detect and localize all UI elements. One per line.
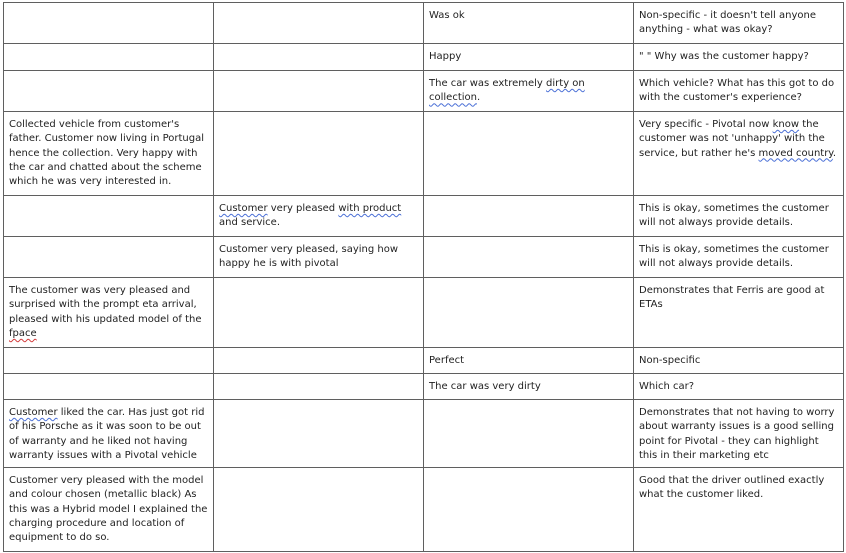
cell-generic-comment[interactable] [424,400,634,468]
cell-text-flagged: moved country [758,147,833,159]
table-row [4,348,844,374]
cell-driver-comment[interactable] [4,44,214,71]
cell-text: Very specific - Pivotal now [639,119,773,130]
cell-text: . [832,147,836,159]
cell-specific-comment[interactable]: Customer very pleased, saying how happy he is with pivotal [214,237,424,278]
cell-driver-comment[interactable] [4,71,214,112]
cell-specific-comment[interactable] [214,348,424,374]
table-row [4,468,844,552]
cell-specific-comment[interactable] [214,468,424,552]
table-row [4,278,844,348]
cell-assessment[interactable]: Non-specific - it doesn't tell anyone anything - what was okay? [634,3,844,44]
table-row [4,3,844,44]
cell-generic-comment[interactable]: Happy [424,44,634,71]
cell-assessment[interactable]: Non-specific [634,348,844,374]
cell-driver-comment[interactable] [4,400,214,468]
cell-text: . [476,92,481,104]
cell-driver-comment[interactable]: Customer very pleased with the model and colour chosen (metallic black) As this was a Hybrid model I explained the charging procedure and location of equipment to do so. [4,468,214,552]
cell-assessment[interactable]: This is okay, sometimes the customer will not always provide details. [634,196,844,237]
cell-text: very pleased [267,203,339,214]
cell-text-flagged: dirty on collection [429,78,585,104]
cell-driver-comment[interactable]: Collected vehicle from customer's father. Customer now living in Portugal hence the collection. Very happy with the car and chatted about the scheme which he was very interested in. [4,112,214,196]
cell-text: The customer was very pleased and surprised with the prompt eta arrival, pleased with his updated model of the [9,285,202,325]
cell-text: the customer was not 'unhappy' with the service, but rather he's [639,119,825,159]
cell-assessment[interactable]: Demonstrates that not having to worry about warranty issues is a good selling point for Pivotal - they can highlight this in their marketing etc [634,400,844,468]
cell-assessment[interactable]: Which car? [634,374,844,400]
cell-generic-comment[interactable] [424,468,634,552]
cell-text: The car was extremely [429,78,547,89]
cell-text: and service. [219,217,280,229]
table-row [4,112,844,196]
cell-text: liked the car. Has just got rid of his Porsche as it was soon to be out of warranty and he liked not having warranty issues with a Pivotal vehicle [9,407,205,461]
cell-text-flagged: with product [338,203,402,214]
cell-generic-comment[interactable] [424,237,634,278]
cell-driver-comment[interactable] [4,237,214,278]
cell-generic-comment[interactable] [424,112,634,196]
cell-generic-comment[interactable]: Perfect [424,348,634,374]
cell-assessment[interactable]: This is okay, sometimes the customer will not always provide details. [634,237,844,278]
table-row [4,44,844,71]
cell-specific-comment[interactable] [214,71,424,112]
cell-generic-comment[interactable] [424,278,634,348]
cell-text-flagged: Customer [9,407,58,418]
table-row [4,71,844,112]
table-row [4,196,844,237]
cell-driver-comment[interactable] [4,3,214,44]
cell-generic-comment[interactable] [424,196,634,237]
cell-text-flagged: know [772,119,800,130]
cell-specific-comment[interactable] [214,400,424,468]
cell-generic-comment[interactable] [424,71,634,112]
cell-specific-comment[interactable] [214,374,424,400]
cell-driver-comment[interactable] [4,348,214,374]
cell-specific-comment[interactable] [214,44,424,71]
cell-text-flagged: Customer [219,203,268,214]
cell-generic-comment[interactable]: Was ok [424,3,634,44]
cell-assessment[interactable]: Which vehicle? What has this got to do with the customer's experience? [634,71,844,112]
cell-driver-comment[interactable] [4,374,214,400]
cell-text-flagged: fpace [9,327,37,339]
cell-specific-comment[interactable] [214,112,424,196]
cell-driver-comment[interactable] [4,278,214,348]
cell-assessment[interactable]: Demonstrates that Ferris are good at ETAs [634,278,844,348]
cell-specific-comment[interactable] [214,3,424,44]
cell-specific-comment[interactable] [214,278,424,348]
cell-assessment[interactable]: " " Why was the customer happy? [634,44,844,71]
cell-generic-comment[interactable]: The car was very dirty [424,374,634,400]
cell-specific-comment[interactable] [214,196,424,237]
cell-assessment[interactable]: Good that the driver outlined exactly what the customer liked. [634,468,844,552]
table-row [4,400,844,468]
cell-assessment[interactable] [634,112,844,196]
cell-driver-comment[interactable] [4,196,214,237]
table-row [4,374,844,400]
table-row [4,237,844,278]
feedback-table [3,2,844,552]
